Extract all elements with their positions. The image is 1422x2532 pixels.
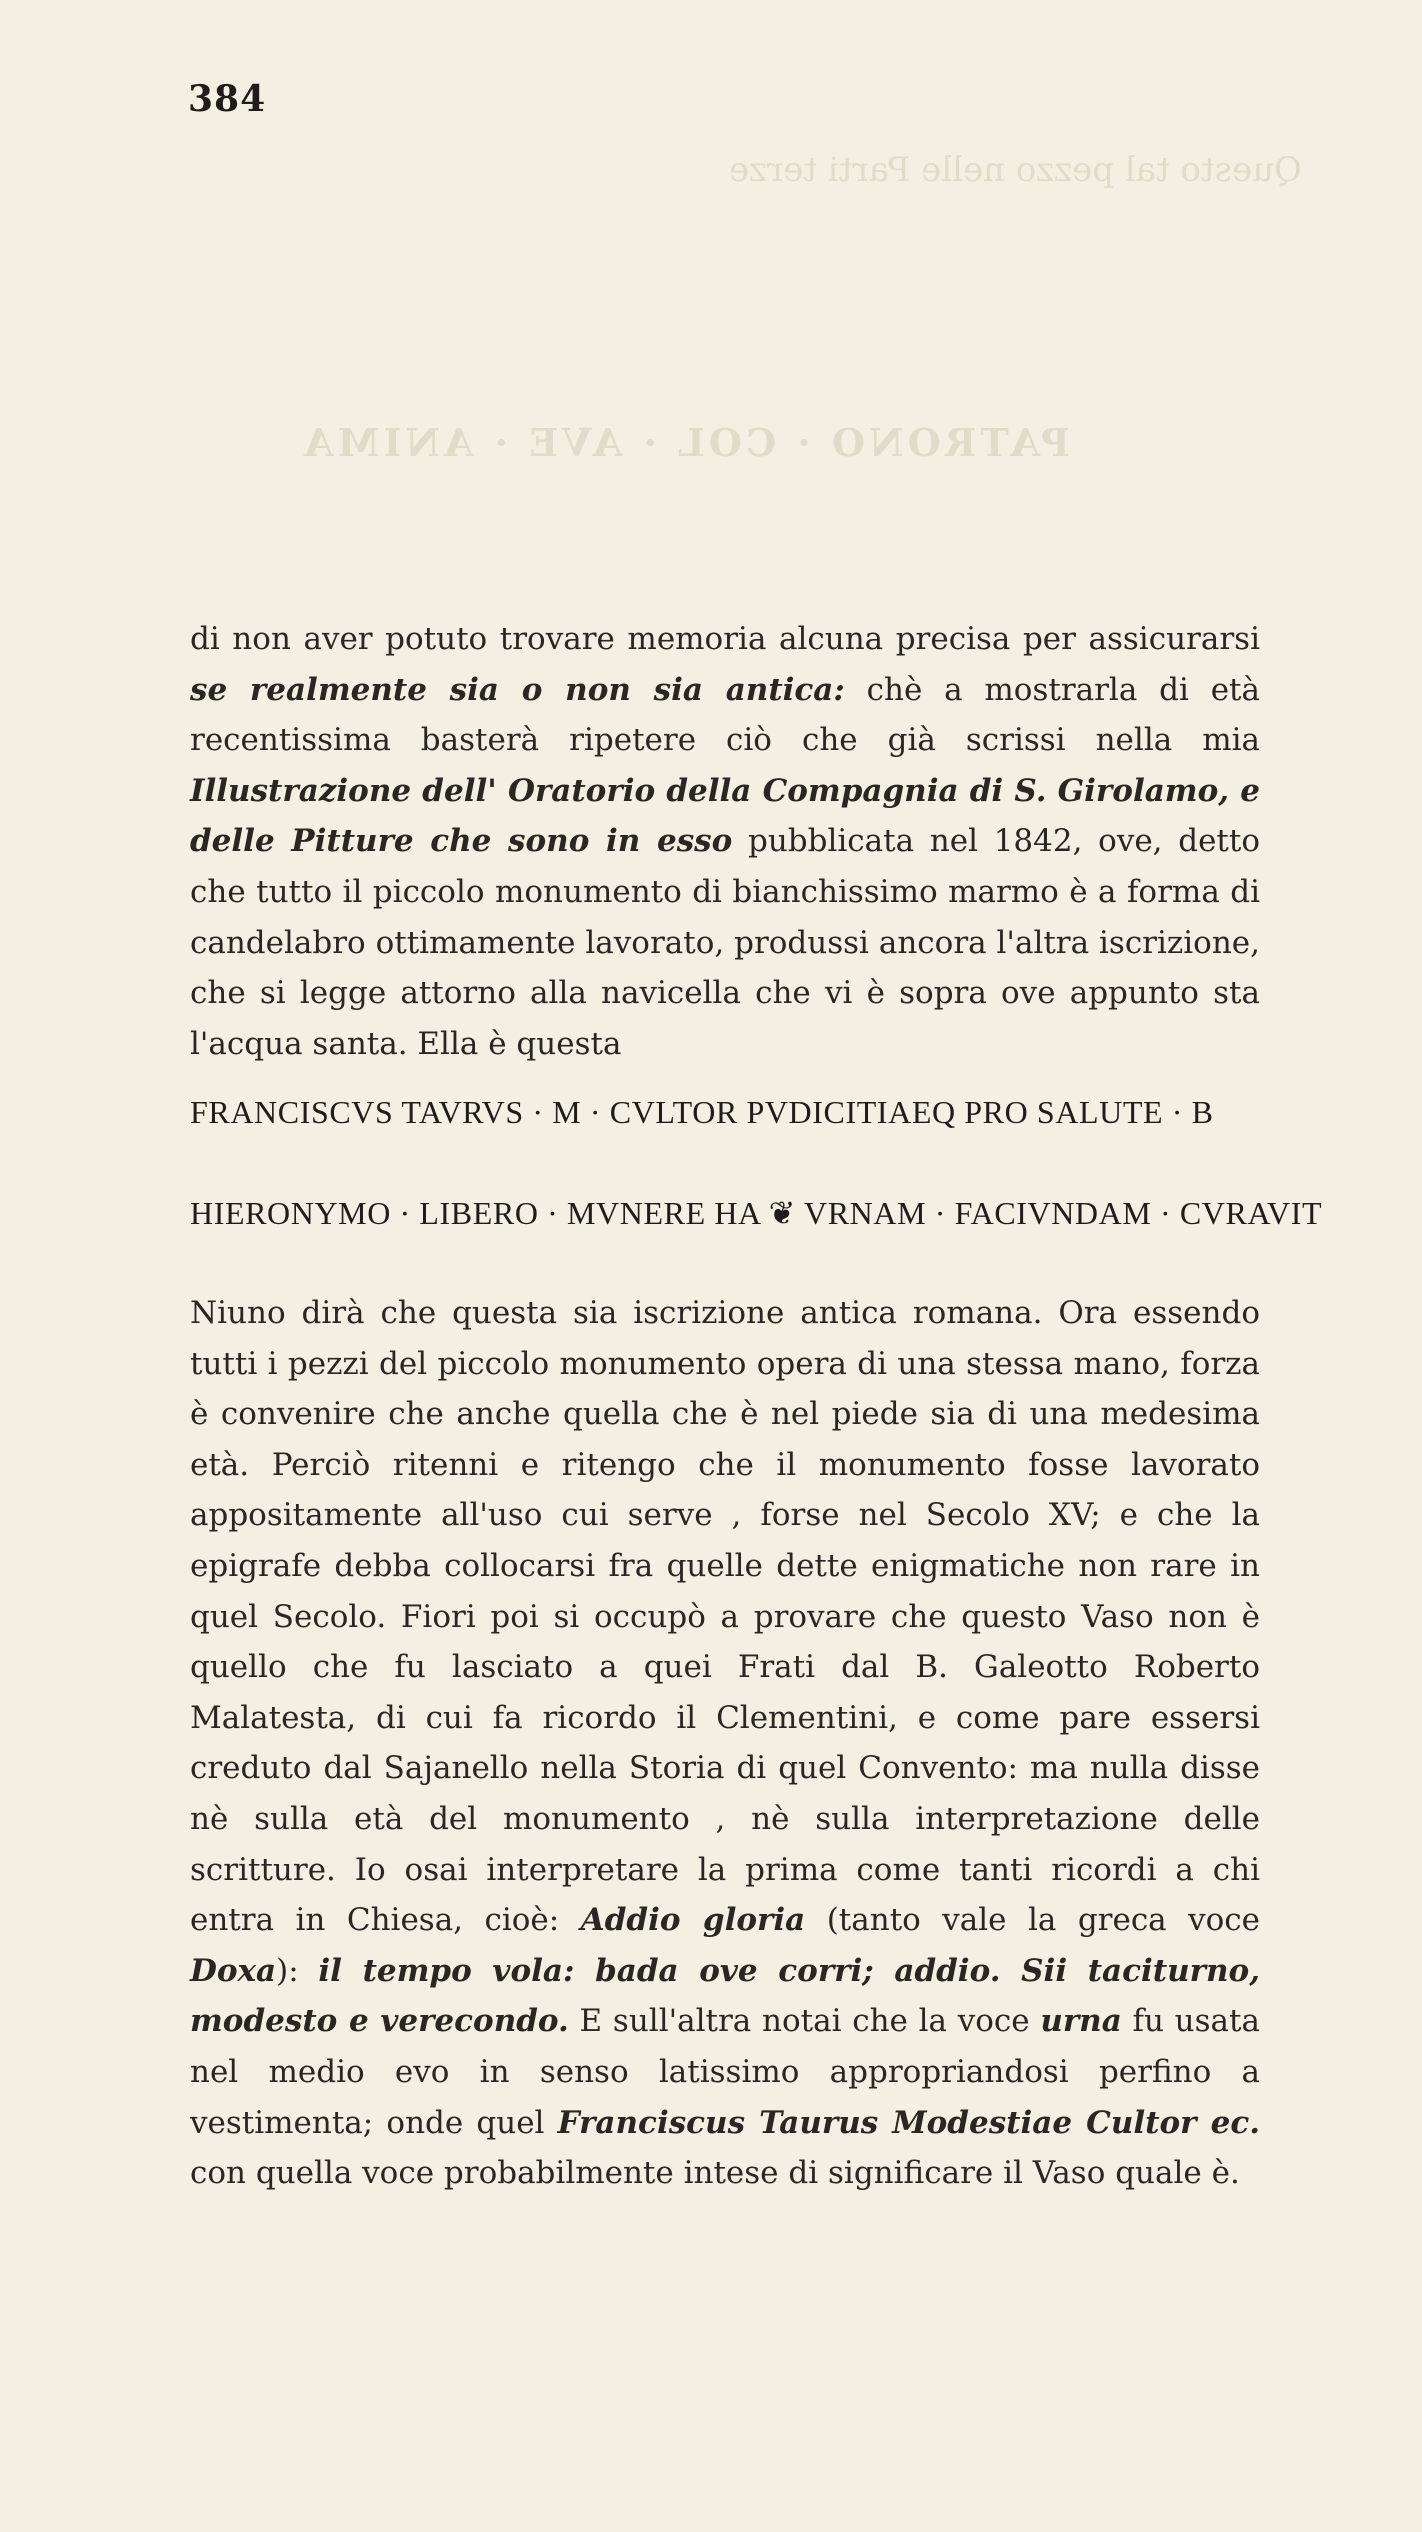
para2-italic-2: Doxa: [190, 1952, 277, 1989]
inscription-line-2: HIERONYMO · LIBERO · MVNERE HA ❦ VRNAM · FACIVNDAM · CVRAVIT: [190, 1195, 1323, 1231]
para1-text-3: pubblicata nel 1842, ove, detto che tutto il piccolo monumento di bianchissimo marmo è a forma di candelabro ottimamente lavorato, produssi ancora l'altra iscrizione, che si legge attorno alla navicella che vi è sopra ove appunto sta l'acqua santa. Ella è questa: [190, 823, 1260, 1062]
bleed-line-1: Questo tal pezzo nelle Parti terze: [729, 150, 1302, 190]
para1-italic-2: Illustrazione dell' Oratorio della Compagnia di S. Girolamo, e delle Pitture che sono in esso: [190, 772, 1260, 860]
para2-text-3: ):: [276, 1952, 319, 1989]
para1-text-2: chè a mostrarla di età recentissima basterà ripetere ciò che già scrissi nella mia: [190, 671, 1260, 759]
para1-italic-1: se realmente sia o non sia antica:: [190, 671, 845, 708]
para2-italic-4: urna: [1040, 2003, 1122, 2040]
para2-text-1: Niuno dirà che questa sia iscrizione antica romana. Ora essendo tutti i pezzi del piccolo monumento opera di una stessa mano, forza è convenire che anche quella che è nel piede sia di una medesima età. Perciò ritenni e ritengo che il monumento fosse lavorato appositamente all'uso cui serve , forse nel Secolo XV; e che la epigrafe debba collocarsi fra quelle dette enigmatiche non rare in quel Secolo. Fiori poi si occupò a provare che questo Vaso non è quello che fu lasciato a quei Frati dal B. Galeotto Roberto Malatesta, di cui fa ricordo il Clementini, e come pare essersi creduto dal Sajanello nella Storia di quel Convento: ma nulla disse nè sulla età del monumento , nè sulla interpretazione delle scritture. Io osai interpretare la prima come tanti ricordi a chi entra in Chiesa, cioè:: [190, 1295, 1260, 1939]
para2-italic-1: Addio gloria: [580, 1902, 806, 1939]
para2-text-6: con quella voce probabilmente intese di significare il Vaso quale è.: [190, 2155, 1240, 2192]
para1-text-1: di non aver potuto trovare memoria alcuna precisa per assicurarsi: [190, 621, 1260, 657]
paragraph-2: [190, 1288, 1260, 2199]
paragraph-1: [190, 614, 1260, 1069]
bleed-through-text: [0, 130, 1422, 550]
bleed-line-2: PATRONO · COL · AVE · ANIMA: [300, 420, 1070, 465]
para2-text-5: fu usata nel medio evo in senso latissimo appropriandosi perfino a vestimenta; onde quel: [190, 2003, 1260, 2141]
para2-text-2: (tanto vale la greca voce: [805, 1902, 1260, 1939]
inscription-line-1: FRANCISCVS TAVRVS · M · CVLTOR PVDICITIAEQ PRO SALUTE · B: [190, 1094, 1214, 1130]
para2-italic-5: Franciscus Taurus Modestiae Cultor ec.: [557, 2104, 1260, 2141]
page-number: 384: [188, 78, 267, 120]
para2-italic-3: il tempo vola: bada ove corri; addio. Sii taciturno, modesto e verecondo.: [190, 1952, 1260, 2040]
para2-text-4: E sull'altra notai che la voce: [568, 2003, 1041, 2040]
